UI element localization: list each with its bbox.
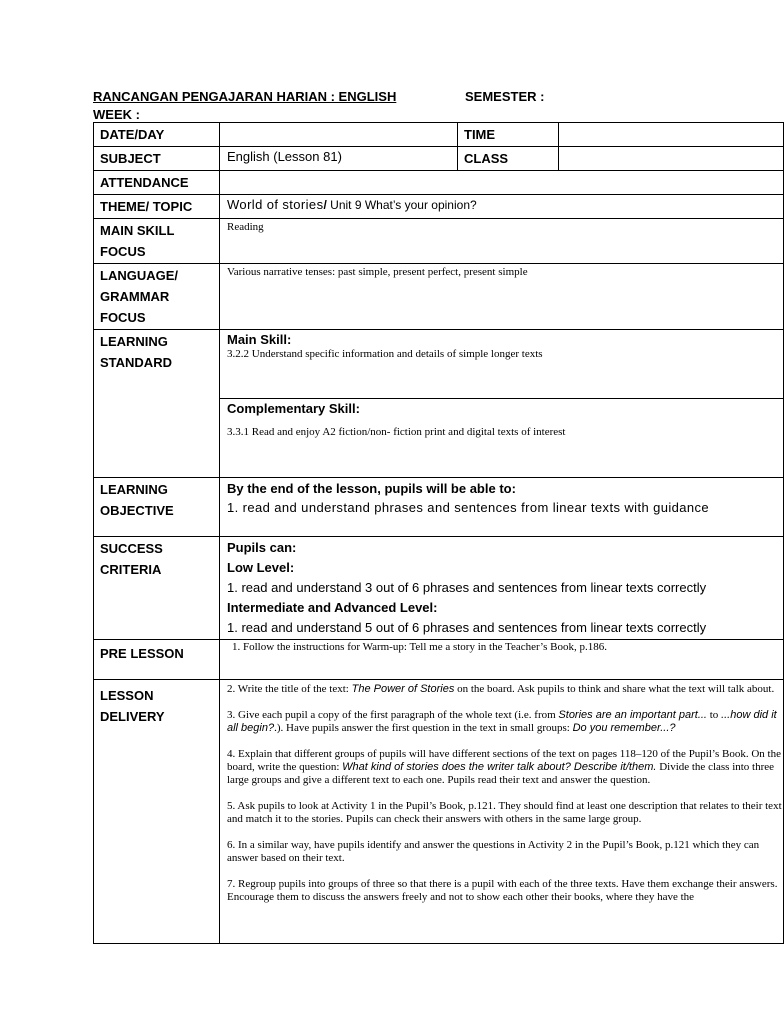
language-label-line2: GRAMMAR bbox=[100, 289, 170, 304]
success-criteria-label-line1: SUCCESS bbox=[100, 541, 163, 556]
delivery-step-7: 7. Regroup pupils into groups of three so that there is a pupil with each of the three texts. Have them exchange their answers. Encourage them to discuss the answers freely and not to show each other their books, where they have the bbox=[227, 878, 778, 903]
delivery-step-4 bbox=[227, 748, 783, 787]
delivery-step-4-italic: What kind of stories does the writer talk about? Describe it/them. bbox=[342, 761, 657, 773]
delivery-step-2-italic: The Power of Stories bbox=[351, 683, 455, 695]
language-label bbox=[94, 264, 220, 330]
date-value bbox=[220, 123, 458, 147]
success-criteria-label bbox=[94, 537, 220, 640]
advanced-level-heading: Intermediate and Advanced Level: bbox=[227, 600, 438, 615]
pupils-can-heading: Pupils can: bbox=[227, 540, 297, 555]
delivery-step-3 bbox=[227, 709, 783, 735]
main-skill-standard: 3.2.2 Understand specific information and details of simple longer texts bbox=[227, 348, 543, 360]
class-value bbox=[559, 147, 784, 171]
delivery-step-3-text: 3. Give each pupil a copy of the first paragraph of the whole text (i.e. from bbox=[227, 709, 559, 721]
theme-separator: / bbox=[323, 198, 327, 212]
lesson-plan-title: RANCANGAN PENGAJARAN HARIAN : ENGLISH bbox=[93, 89, 397, 104]
learning-standard-label-line1: LEARNING bbox=[100, 334, 168, 349]
week-label: WEEK : bbox=[93, 107, 140, 122]
row-subject bbox=[94, 147, 784, 171]
lesson-delivery-content bbox=[220, 680, 784, 944]
row-date bbox=[94, 123, 784, 147]
delivery-step-5: 5. Ask pupils to look at Activity 1 in the Pupil’s Book, p.121. They should find at least one description that relates to their text and match it to the stories. Pupils can check their answers with others in the same large group. bbox=[227, 800, 782, 825]
pre-lesson-label: PRE LESSON bbox=[94, 640, 220, 680]
attendance-value bbox=[220, 171, 784, 195]
delivery-step-3-text-3: .). Have pupils answer the first question in the text in small groups: bbox=[274, 722, 573, 734]
subject-value: English (Lesson 81) bbox=[220, 147, 458, 171]
row-pre-lesson bbox=[94, 640, 784, 680]
row-lesson-delivery bbox=[94, 680, 784, 944]
learning-standard-label bbox=[94, 330, 220, 478]
row-attendance bbox=[94, 171, 784, 195]
delivery-step-3-italic-2: ...how did it all begin? bbox=[227, 709, 777, 734]
delivery-step-3-italic-1: Stories are an important part... bbox=[558, 709, 707, 721]
language-value: Various narrative tenses: past simple, present perfect, present simple bbox=[220, 264, 784, 330]
theme-value bbox=[220, 195, 784, 219]
delivery-step-2-text-end: on the board. Ask pupils to think and share what the text will talk about. bbox=[454, 683, 775, 695]
main-skill-label bbox=[94, 219, 220, 264]
subject-label: SUBJECT bbox=[94, 147, 220, 171]
low-level-criterion: 1. read and understand 3 out of 6 phrases and sentences from linear texts correctly bbox=[227, 580, 707, 595]
main-skill-heading: Main Skill: bbox=[227, 332, 292, 347]
delivery-step-4-text: 4. Explain that different groups of pupils will have different sections of the text on pages 118–120 of the Pupil’s Book. On the board, write the question: bbox=[227, 748, 781, 773]
delivery-step-3-italic-3: Do you remember...? bbox=[572, 722, 676, 734]
lesson-plan-table bbox=[93, 122, 784, 944]
row-language bbox=[94, 264, 784, 330]
delivery-step-2 bbox=[227, 683, 783, 696]
success-criteria-label-line2: CRITERIA bbox=[100, 562, 162, 577]
learning-objective-item: 1. read and understand phrases and sentences from linear texts with guidance bbox=[227, 500, 710, 515]
main-skill-label-line1: MAIN SKILL bbox=[100, 223, 175, 238]
learning-objective-heading: By the end of the lesson, pupils will be able to: bbox=[227, 481, 516, 496]
main-skill-value: Reading bbox=[220, 219, 784, 264]
row-theme bbox=[94, 195, 784, 219]
lesson-delivery-label bbox=[94, 680, 220, 944]
learning-objective-label-line1: LEARNING bbox=[100, 482, 168, 497]
row-learning-objective bbox=[94, 478, 784, 537]
lesson-delivery-label-line1: LESSON bbox=[100, 688, 154, 703]
main-skill-label-line2: FOCUS bbox=[100, 244, 146, 259]
date-label: DATE/DAY bbox=[94, 123, 220, 147]
advanced-level-criterion: 1. read and understand 5 out of 6 phrases and sentences from linear texts correctly bbox=[227, 620, 707, 635]
complementary-skill-heading: Complementary Skill: bbox=[227, 401, 360, 416]
row-main-skill bbox=[94, 219, 784, 264]
learning-standard-label-line2: STANDARD bbox=[100, 355, 172, 370]
learning-standard-main bbox=[220, 330, 784, 399]
learning-standard-complementary bbox=[220, 399, 784, 478]
low-level-heading: Low Level: bbox=[227, 560, 295, 575]
delivery-step-6: 6. In a similar way, have pupils identify and answer the questions in Activity 2 in the Pupil’s Book, p.121 which they can answer based on their text. bbox=[227, 839, 760, 864]
success-criteria-content bbox=[220, 537, 784, 640]
time-value bbox=[559, 123, 784, 147]
delivery-step-2-text: 2. Write the title of the text: bbox=[227, 683, 352, 695]
time-label: TIME bbox=[458, 123, 559, 147]
pre-lesson-content: 1. Follow the instructions for Warm-up: Tell me a story in the Teacher’s Book, p.186. bbox=[220, 640, 784, 680]
learning-objective-label bbox=[94, 478, 220, 537]
theme-main: World of stories bbox=[227, 197, 324, 212]
learning-objective-label-line2: OBJECTIVE bbox=[100, 503, 174, 518]
attendance-label: ATTENDANCE bbox=[94, 171, 220, 195]
delivery-step-3-text-2: to bbox=[707, 709, 722, 721]
language-label-line1: LANGUAGE/ bbox=[100, 268, 178, 283]
lesson-delivery-label-line2: DELIVERY bbox=[100, 709, 165, 724]
theme-label: THEME/ TOPIC bbox=[94, 195, 220, 219]
semester-label: SEMESTER : bbox=[465, 89, 545, 104]
language-label-line3: FOCUS bbox=[100, 310, 146, 325]
row-success-criteria bbox=[94, 537, 784, 640]
complementary-skill-standard: 3.3.1 Read and enjoy A2 fiction/non- fiction print and digital texts of interest bbox=[227, 426, 566, 438]
delivery-step-4-text-end: Divide the class into three large groups and give a different text to each one. Pupils read their text and answer the question. bbox=[227, 761, 775, 786]
class-label: CLASS bbox=[458, 147, 559, 171]
learning-objective-content bbox=[220, 478, 784, 537]
theme-unit: Unit 9 What’s your opinion? bbox=[326, 198, 477, 212]
row-learning-standard-main bbox=[94, 330, 784, 399]
